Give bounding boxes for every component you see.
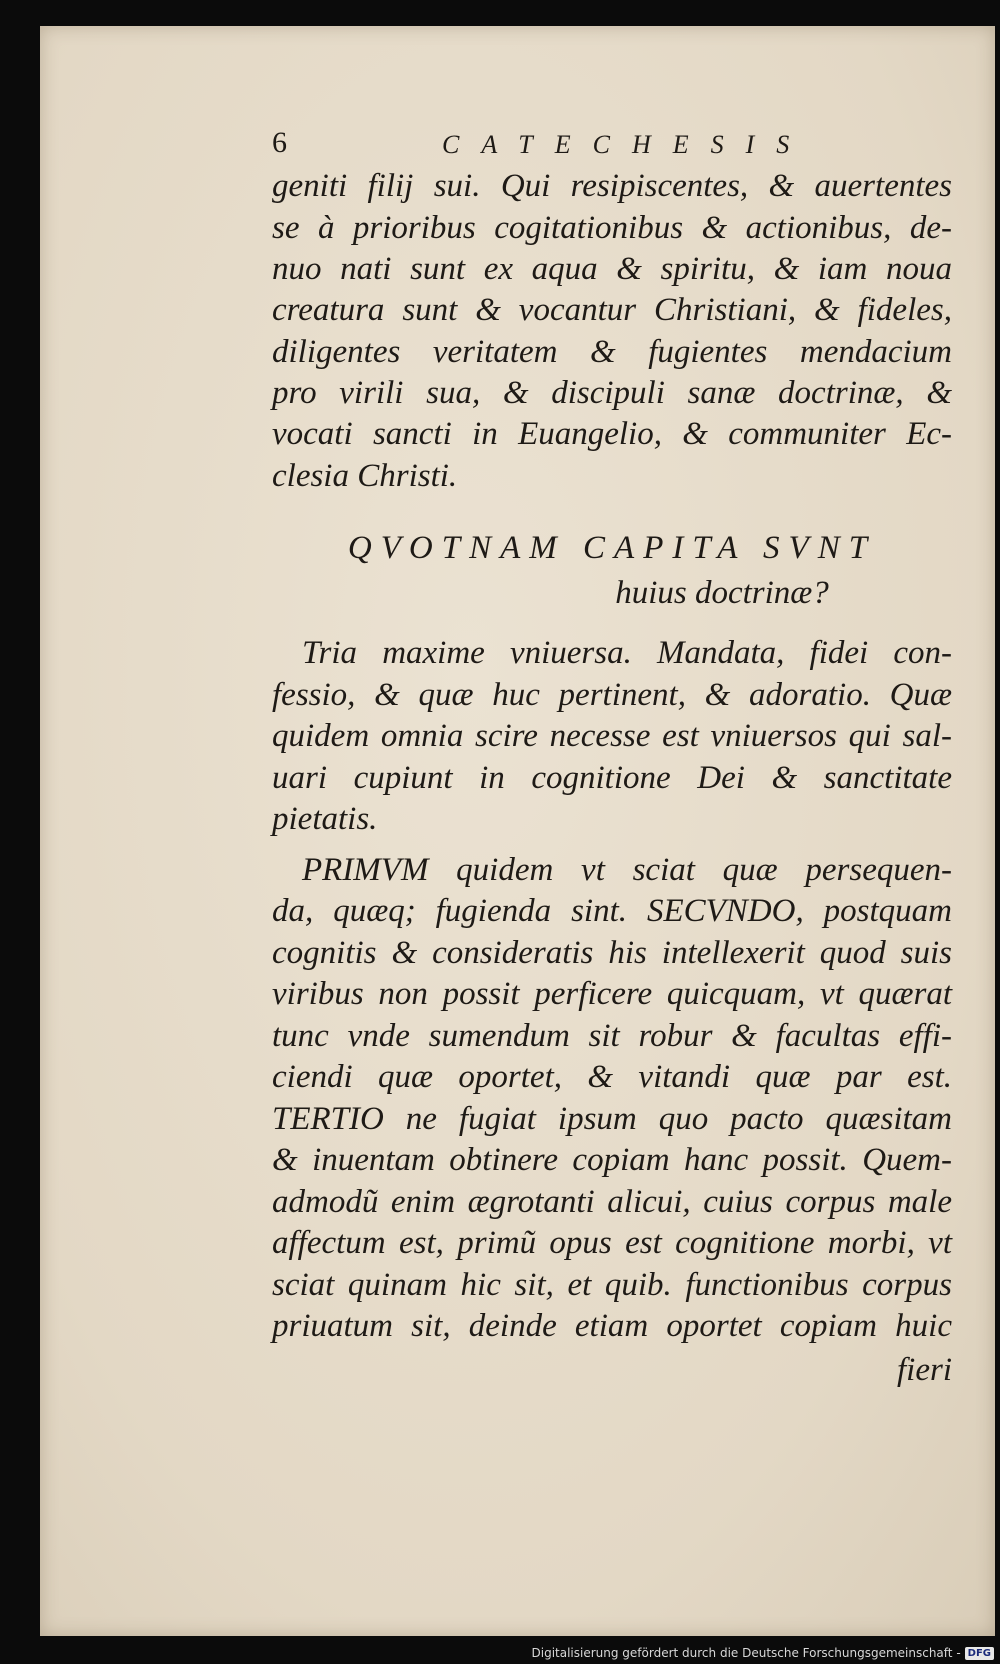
running-head: CATECHESIS <box>442 130 812 159</box>
footer-text: Digitalisierung gefördert durch die Deutsche Forschungsgemeinschaft - <box>531 1646 961 1660</box>
text-line: quidem omnia scire necesse est vniuersos qui sal- <box>272 718 952 754</box>
text-line: se à prioribus cogitationibus & actionibus, de- <box>272 210 952 246</box>
text-line: & inuentam obtinere copiam hanc possit. Quem- <box>272 1142 952 1178</box>
section-subheading: huius doctrinæ? <box>615 575 829 611</box>
text-line: TERTIO ne fugiat ipsum quo pacto quæsitam <box>272 1101 952 1137</box>
text-line: PRIMVM quidem vt sciat quæ persequen- <box>302 852 952 888</box>
text-line: geniti filij sui. Qui resipiscentes, & auertentes <box>272 168 952 204</box>
text-line: pro virili sua, & discipuli sanæ doctrinæ, & <box>272 375 952 411</box>
text-line: diligentes veritatem & fugientes mendacium <box>272 334 952 370</box>
section-heading: QVOTNAM CAPITA SVNT <box>347 530 877 566</box>
text-line: priuatum sit, deinde etiam oportet copiam huic <box>272 1308 952 1344</box>
text-line: sciat quinam hic sit, et quib. functionibus corpus <box>272 1267 952 1303</box>
page-number: 6 <box>272 126 287 159</box>
dfg-logo: DFG <box>965 1647 994 1660</box>
text-line: Tria maxime vniuersa. Mandata, fidei con- <box>302 635 952 671</box>
text-line: uari cupiunt in cognitione Dei & sanctitate <box>272 760 952 796</box>
text-line: creatura sunt & vocantur Christiani, & fideles, <box>272 292 952 328</box>
text-line: ciendi quæ oportet, & vitandi quæ par est. <box>272 1059 952 1095</box>
footer <box>532 1646 995 1660</box>
text-line: affectum est, primũ opus est cognitione morbi, vt <box>272 1225 952 1261</box>
text-line: nuo nati sunt ex aqua & spiritu, & iam noua <box>272 251 952 287</box>
text-line: pietatis. <box>272 801 378 837</box>
catchword: fieri <box>897 1352 952 1388</box>
text-line: cognitis & consideratis his intellexerit quod suis <box>272 935 952 971</box>
text-line: viribus non possit perficere quicquam, vt quærat <box>272 976 952 1012</box>
text-line: fessio, & quæ huc pertinent, & adoratio. Quæ <box>272 677 952 713</box>
text-line: tunc vnde sumendum sit robur & facultas effi- <box>272 1018 952 1054</box>
text-line: da, quæq; fugienda sint. SECVNDO, postquam <box>272 893 952 929</box>
text-line: clesia Christi. <box>272 458 458 494</box>
text-line: vocati sancti in Euangelio, & communiter Ec- <box>272 416 952 452</box>
text-line: admodũ enim ægrotanti alicui, cuius corpus male <box>272 1184 952 1220</box>
